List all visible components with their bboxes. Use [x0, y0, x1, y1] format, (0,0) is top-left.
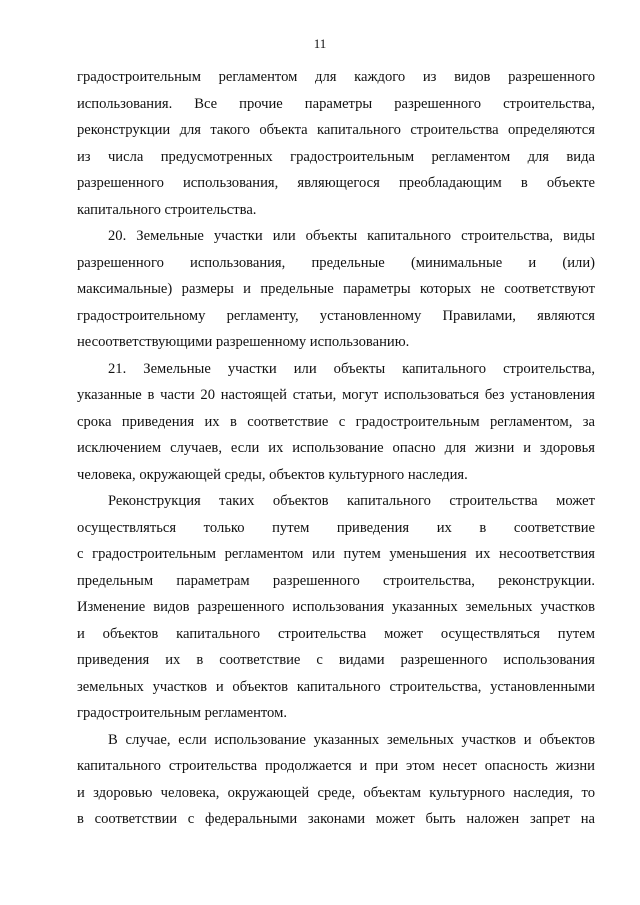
text-line: земельных участков и объектов капитального строительства, установленными	[77, 678, 595, 695]
paragraph	[77, 223, 595, 356]
document-body	[77, 64, 595, 833]
text-line: приведения их в соответствие с видами разрешенного использования	[77, 652, 595, 668]
text-line: человека, окружающей среды, объектов культурного наследия.	[77, 466, 468, 483]
text-line: несоответствующими разрешенному использованию.	[77, 334, 410, 350]
text-line: градостроительным регламентом для каждого из видов разрешенного	[77, 69, 595, 85]
paragraph	[77, 356, 595, 489]
text-line: срока приведения их в соответствие с градостроительным регламентом, за	[77, 413, 595, 430]
text-line: указанные в части 20 настоящей статьи, могут использоваться без установления	[77, 387, 595, 403]
text-line: предельным параметрам разрешенного строительства, реконструкции.	[77, 572, 595, 589]
text-line: капитального строительства.	[77, 201, 257, 218]
text-line: и объектов капитального строительства может осуществляться путем	[77, 625, 595, 642]
text-line: максимальные) размеры и предельные параметры которых не соответствуют	[77, 281, 595, 297]
paragraph	[77, 727, 595, 833]
text-line: в соответствии с федеральными законами может быть наложен запрет на	[77, 811, 595, 827]
paragraph	[77, 488, 595, 727]
text-line: с градостроительным регламентом или путем уменьшения их несоответствия	[77, 546, 595, 562]
text-line: 20. Земельные участки или объекты капитального строительства, виды	[108, 228, 595, 244]
text-line: разрешенного использования, предельные (минимальные и (или)	[77, 254, 595, 271]
text-line: градостроительным регламентом.	[77, 705, 287, 721]
page-number: 11	[313, 36, 327, 51]
text-line: использования. Все прочие параметры разрешенного строительства,	[77, 95, 595, 112]
text-line: разрешенного использования, являющегося преобладающим в объекте	[77, 175, 595, 191]
text-line: и здоровью человека, окружающей среде, объектам культурного наследия, то	[77, 784, 595, 801]
text-line: 21. Земельные участки или объекты капитального строительства,	[108, 360, 595, 377]
text-line: В случае, если использование указанных земельных участков и объектов	[108, 731, 595, 748]
paragraph	[77, 64, 595, 223]
text-line: Реконструкция таких объектов капитального строительства может	[108, 493, 595, 509]
text-line: из числа предусмотренных градостроительным регламентом для вида	[77, 148, 595, 165]
text-line: реконструкции для такого объекта капитального строительства определяются	[77, 122, 595, 138]
text-line: градостроительному регламенту, установленному Правилами, являются	[77, 307, 595, 324]
text-line: Изменение видов разрешенного использования указанных земельных участков	[77, 599, 595, 615]
text-line: осуществляться только путем приведения их в соответствие	[77, 519, 595, 536]
text-line: капитального строительства продолжается и при этом несет опасность жизни	[77, 758, 595, 774]
text-line: исключением случаев, если их использование опасно для жизни и здоровья	[77, 440, 595, 456]
